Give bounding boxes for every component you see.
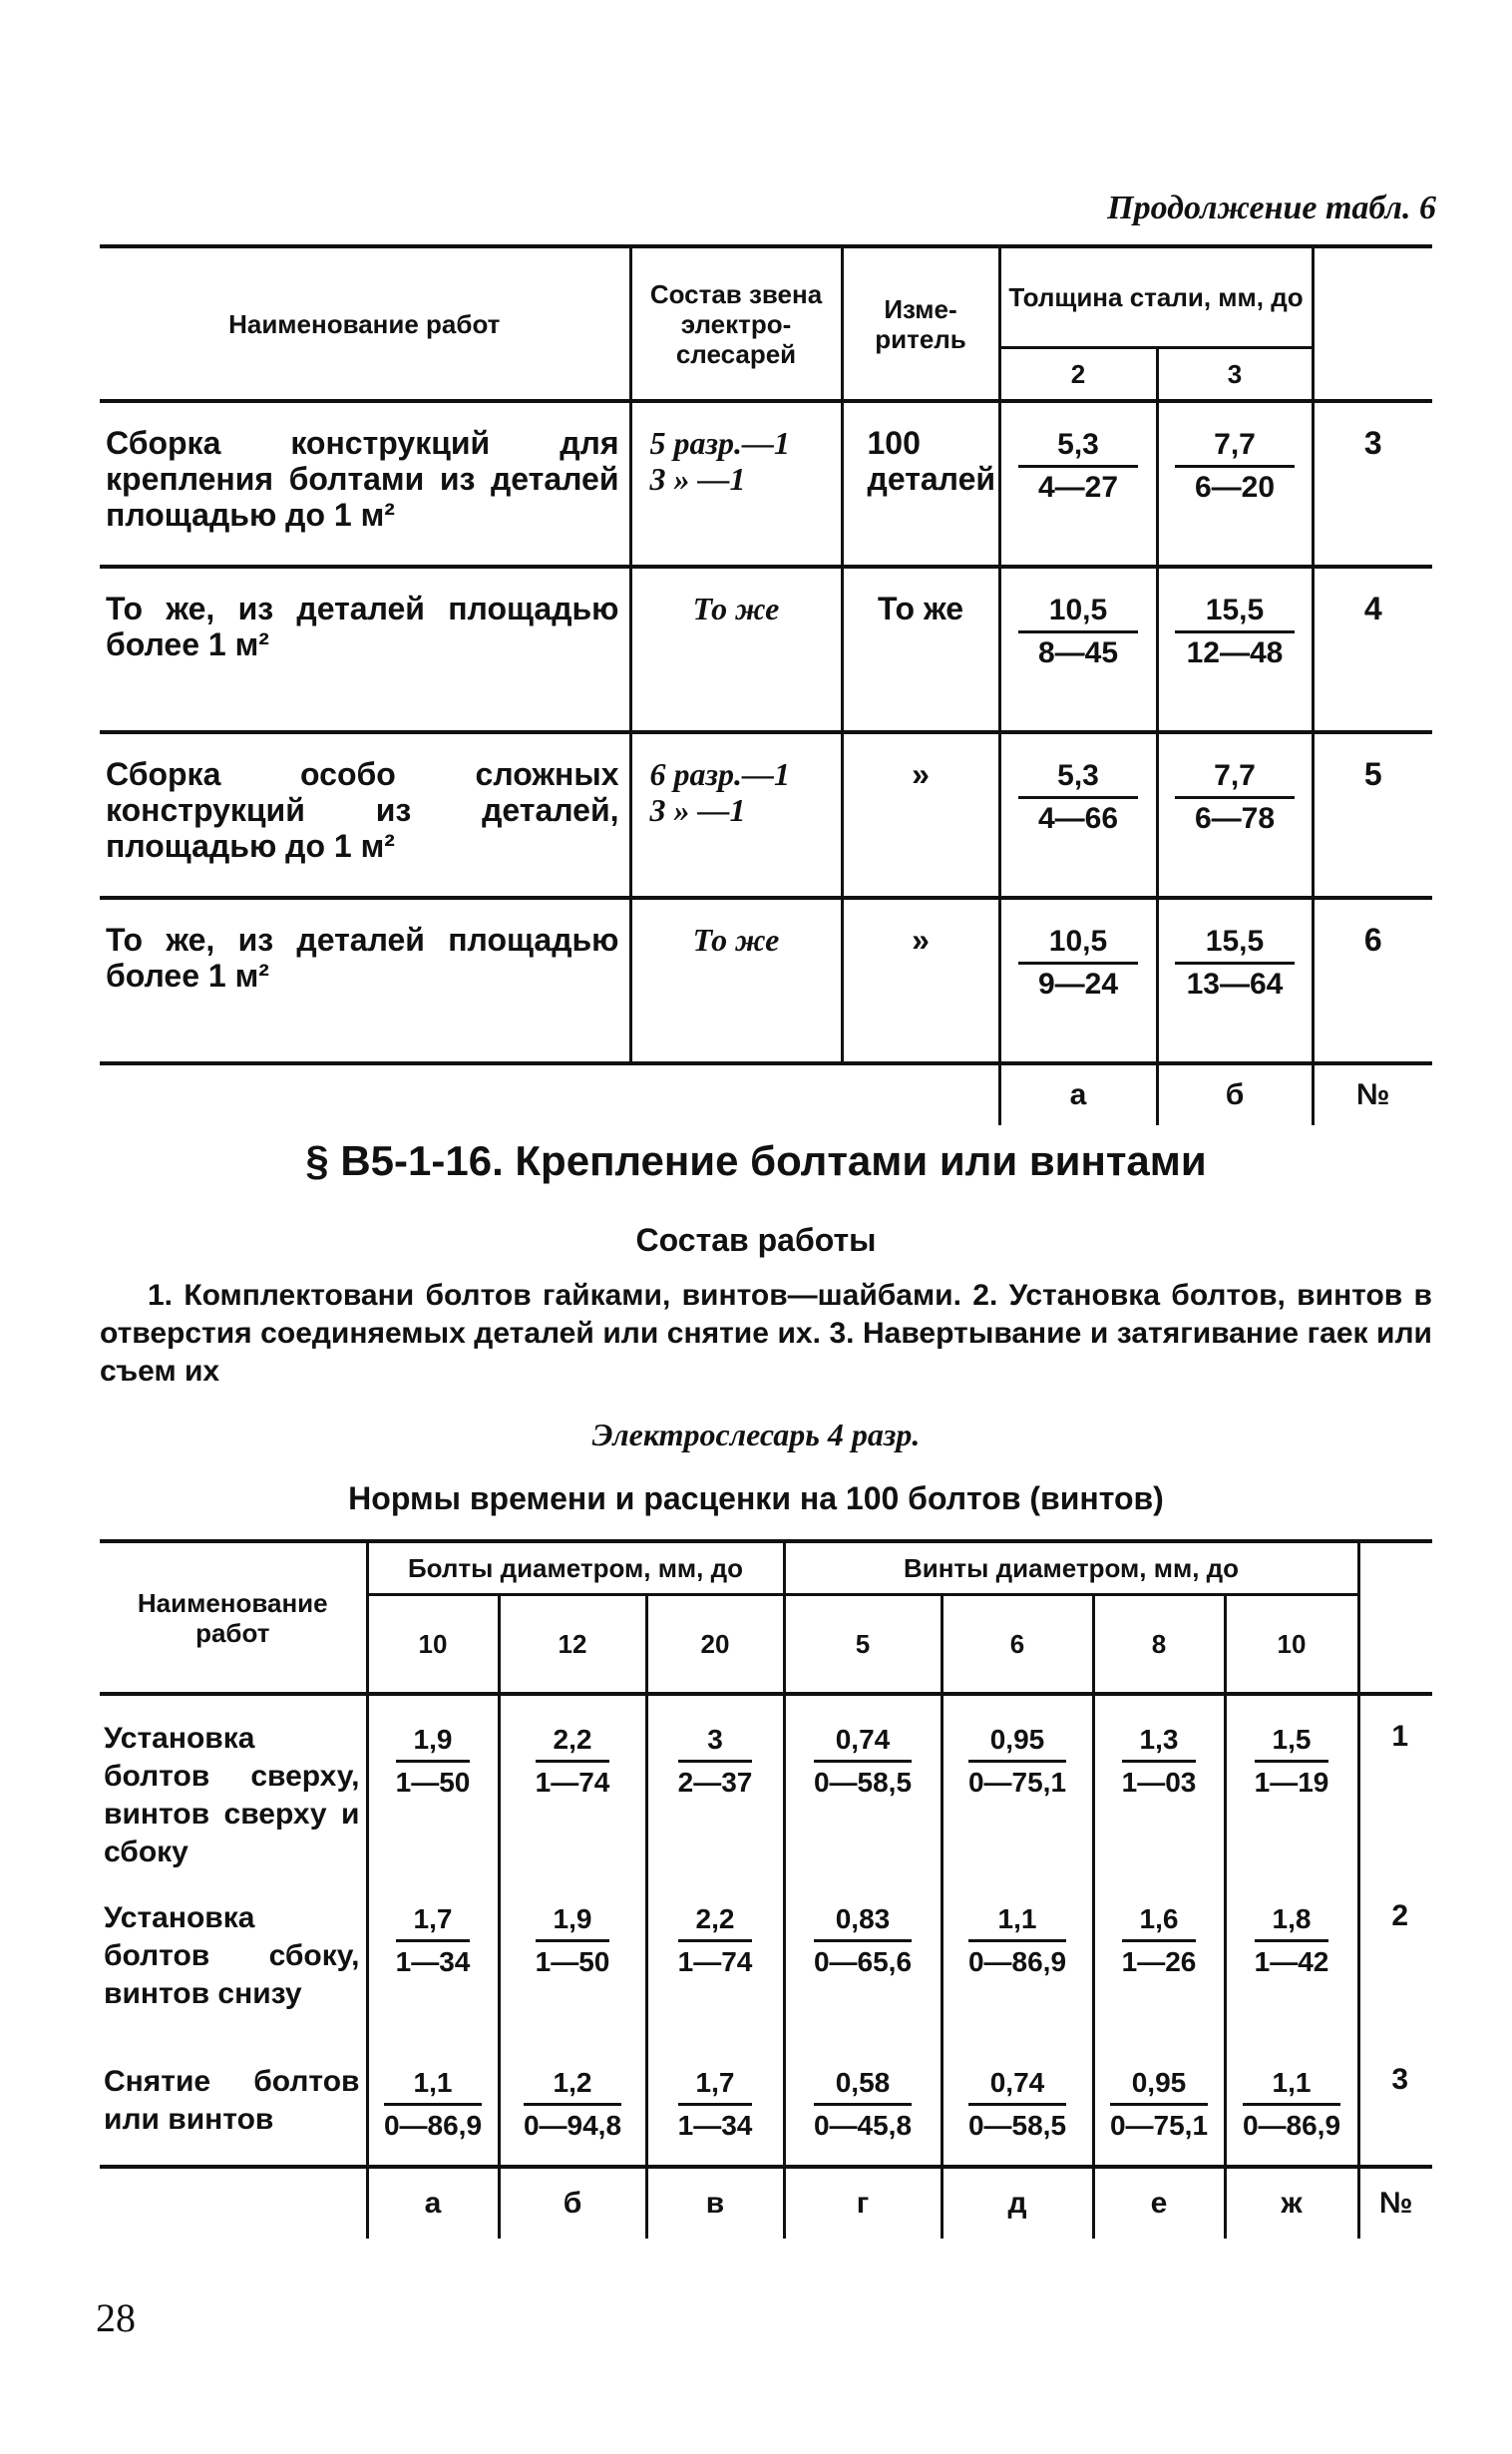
value-b: $\frac{7,7}{6—20}$: [1157, 401, 1313, 567]
value-cell: $\frac{3}{2—37}$: [646, 1694, 784, 1875]
page-number: 28: [96, 2295, 136, 2340]
table-footer-row: [100, 2167, 1432, 2239]
crew-line: То же: [692, 922, 780, 958]
value-cell: $\frac{1,7}{1—34}$: [646, 2039, 784, 2167]
value-cell: $\frac{0,95}{0—75,1}$: [942, 1694, 1093, 1875]
crew-line: 6 разр.—1: [649, 756, 790, 792]
value-a: $\frac{5,3}{4—27}$: [999, 401, 1157, 567]
footer-empty: [100, 1063, 630, 1125]
work-name: Снятие болтов или винтов: [100, 2039, 367, 2167]
work-name: Сборка конструкций для крепления болтами из деталей площадью до 1 м²: [100, 401, 630, 567]
crew-line: 3 » —1: [649, 792, 746, 828]
continuation-label: Продолжение табл. 6: [1107, 190, 1436, 226]
value-cell: $\frac{1,6}{1—26}$: [1093, 1875, 1225, 2039]
table-header-row: [100, 246, 1432, 348]
footer-col-label: е: [1093, 2167, 1225, 2239]
value-cell: $\frac{0,58}{0—45,8}$: [784, 2039, 942, 2167]
work-name: Установка болтов сбоку, винтов снизу: [104, 1901, 360, 2010]
header-bolt-size: 12: [499, 1595, 646, 1695]
header-work: Наименование работ: [100, 1541, 367, 1694]
footer-col-label: а: [367, 2167, 499, 2239]
value-a: $\frac{10,5}{8—45}$: [999, 567, 1157, 732]
row-number: 2: [1358, 1875, 1432, 2039]
header-unit: Изме-ритель: [842, 246, 999, 401]
row-number: 3: [1313, 401, 1432, 567]
footer-col-label: в: [646, 2167, 784, 2239]
footer-empty: [630, 1063, 842, 1125]
footer-col-no: №: [1358, 2167, 1432, 2239]
crew-line: То же: [692, 591, 780, 626]
row-number: 1: [1358, 1694, 1432, 1875]
value-cell: $\frac{0,74}{0—58,5}$: [942, 2039, 1093, 2167]
footer-col-label: ж: [1225, 2167, 1358, 2239]
footer-empty: [842, 1063, 999, 1125]
value-cell: $\frac{1,9}{1—50}$: [367, 1694, 499, 1875]
header-thickness: Толщина стали, мм, до: [999, 246, 1313, 348]
value-cell: $\frac{1,1}{0—86,9}$: [942, 1875, 1093, 2039]
header-t3: 3: [1157, 348, 1313, 402]
footer-col-a: а: [999, 1063, 1157, 1125]
value-cell: $\frac{1,3}{1—03}$: [1093, 1694, 1225, 1875]
value-cell: $\frac{0,83}{0—65,6}$: [784, 1875, 942, 2039]
header-crew: Состав звена электро-слесарей: [630, 246, 842, 401]
header-work: Наименование работ: [100, 246, 630, 401]
work-composition-title: Состав работы: [635, 1222, 877, 1258]
crew-line: 5 разр.—1: [649, 425, 790, 461]
footer-col-label: б: [499, 2167, 646, 2239]
header-bolt-size: 10: [367, 1595, 499, 1695]
row-number: 4: [1313, 567, 1432, 732]
unit-cell: »: [842, 898, 999, 1063]
table-row: [100, 2039, 1432, 2167]
footer-empty: [100, 2167, 367, 2239]
header-bolts: Болты диаметром, мм, до: [367, 1541, 784, 1595]
work-name: Сборка особо сложных конструкций из деталей, площадью до 1 м²: [100, 732, 630, 898]
section-title: § В5-1-16. Крепление болтами или винтами: [305, 1137, 1207, 1184]
value-cell: $\frac{1,2}{0—94,8}$: [499, 2039, 646, 2167]
unit-cell: То же: [842, 567, 999, 732]
value-cell: $\frac{1,7}{1—34}$: [367, 1875, 499, 2039]
header-screw-size: 5: [784, 1595, 942, 1695]
footer-col-label: д: [942, 2167, 1093, 2239]
table-header-row: [100, 1541, 1432, 1595]
norms-title: Нормы времени и расценки на 100 болтов (винтов): [348, 1480, 1164, 1516]
header-t2: 2: [999, 348, 1157, 402]
value-b: $\frac{7,7}{6—78}$: [1157, 732, 1313, 898]
header-bolt-size: 20: [646, 1595, 784, 1695]
header-screw-size: 10: [1225, 1595, 1358, 1695]
work-name: Установка болтов сверху, винтов сверху и сбоку: [104, 1722, 360, 1868]
value-cell: $\frac{2,2}{1—74}$: [499, 1694, 646, 1875]
work-composition-text: 1. Комплектовани болтов гайками, винтов—шайбами. 2. Установка болтов, винтов в отверстия соединяемых деталей или снятие их. 3. Навертывание и затягивание гаек или съем их: [100, 1279, 1432, 1388]
work-name: То же, из деталей площадью более 1 м²: [100, 567, 630, 732]
unit-cell: 100 деталей: [842, 401, 999, 567]
value-cell: $\frac{1,8}{1—42}$: [1225, 1875, 1358, 2039]
table-footer-row: [100, 1063, 1432, 1125]
value-cell: $\frac{0,74}{0—58,5}$: [784, 1694, 942, 1875]
norms-table: [100, 1539, 1432, 2239]
crew-cell: [630, 567, 842, 732]
value-a: $\frac{5,3}{4—66}$: [999, 732, 1157, 898]
table-row: [100, 401, 1432, 567]
footer-col-label: г: [784, 2167, 942, 2239]
crew-cell: [630, 401, 842, 567]
table-row: [100, 898, 1432, 1063]
header-empty: [1358, 1541, 1432, 1694]
header-screw-size: 8: [1093, 1595, 1225, 1695]
work-name: То же, из деталей площадью более 1 м²: [100, 898, 630, 1063]
footer-col-b: б: [1157, 1063, 1313, 1125]
value-a: $\frac{10,5}{9—24}$: [999, 898, 1157, 1063]
worker-grade: Электрослесарь 4 разр.: [591, 1417, 921, 1452]
table-6-continuation: [100, 244, 1432, 1125]
crew-line: 3 » —1: [649, 461, 746, 497]
value-cell: $\frac{0,95}{0—75,1}$: [1093, 2039, 1225, 2167]
value-cell: $\frac{1,1}{0—86,9}$: [367, 2039, 499, 2167]
row-number: 6: [1313, 898, 1432, 1063]
table-row: [100, 1875, 1432, 2039]
header-empty: [1313, 246, 1432, 401]
value-cell: $\frac{1,9}{1—50}$: [499, 1875, 646, 2039]
header-screw-size: 6: [942, 1595, 1093, 1695]
value-cell: $\frac{2,2}{1—74}$: [646, 1875, 784, 2039]
header-screws: Винты диаметром, мм, до: [784, 1541, 1358, 1595]
table-row: [100, 1694, 1432, 1875]
value-b: $\frac{15,5}{13—64}$: [1157, 898, 1313, 1063]
footer-col-no: №: [1313, 1063, 1432, 1125]
row-number: 3: [1358, 2039, 1432, 2167]
unit-cell: »: [842, 732, 999, 898]
value-cell: $\frac{1,1}{0—86,9}$: [1225, 2039, 1358, 2167]
crew-cell: [630, 732, 842, 898]
table-row: [100, 732, 1432, 898]
value-cell: $\frac{1,5}{1—19}$: [1225, 1694, 1358, 1875]
value-b: $\frac{15,5}{12—48}$: [1157, 567, 1313, 732]
row-number: 5: [1313, 732, 1432, 898]
crew-cell: [630, 898, 842, 1063]
table-row: [100, 567, 1432, 732]
